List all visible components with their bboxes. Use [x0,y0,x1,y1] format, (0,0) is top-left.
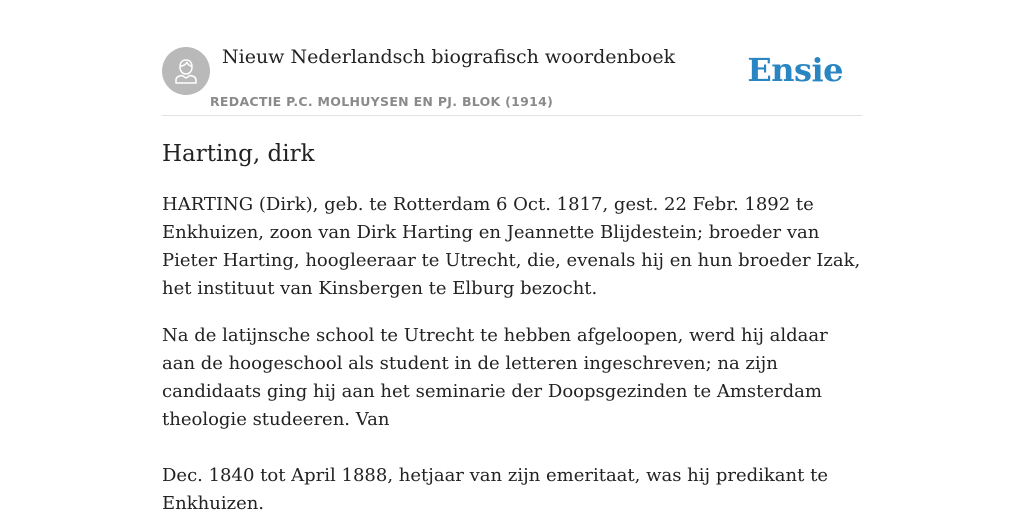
ensie-logo[interactable]: Ensie [747,51,843,89]
source-avatar[interactable] [162,47,210,95]
article-title: Harting, dirk [162,141,315,167]
article-paragraph-1: HARTING (Dirk), geb. te Rotterdam 6 Oct. 1817, gest. 22 Febr. 1892 te Enkhuizen, zoon van Dirk Harting en Jeannette Blijdestein; broeder van Pieter Harting, hoogleeraar te Utrecht, die, evenals hij en hun broeder Izak, het instituut van Kinsbergen te Elburg bezocht. [162,194,861,299]
user-icon [173,57,199,85]
article [162,138,862,512]
book-title[interactable]: Nieuw Nederlandsch biografisch woordenboek [222,46,676,68]
article-paragraph-2: Na de latijnsche school te Utrecht te hebben afgeloopen, werd hij aldaar aan de hoogeschool als student in de letteren ingeschreven; na zijn candidaats ging hij aan het seminarie der Doopsgezinden te Amsterdam theologie studeeren. Van [162,325,828,430]
editors-credit: REDACTIE P.C. MOLHUYSEN EN PJ. BLOK (1914) [210,94,554,109]
article-paragraph-3: Dec. 1840 tot April 1888, hetjaar van zijn emeritaat, was hij predikant te Enkhuizen. [162,465,828,512]
source-header [162,40,862,116]
